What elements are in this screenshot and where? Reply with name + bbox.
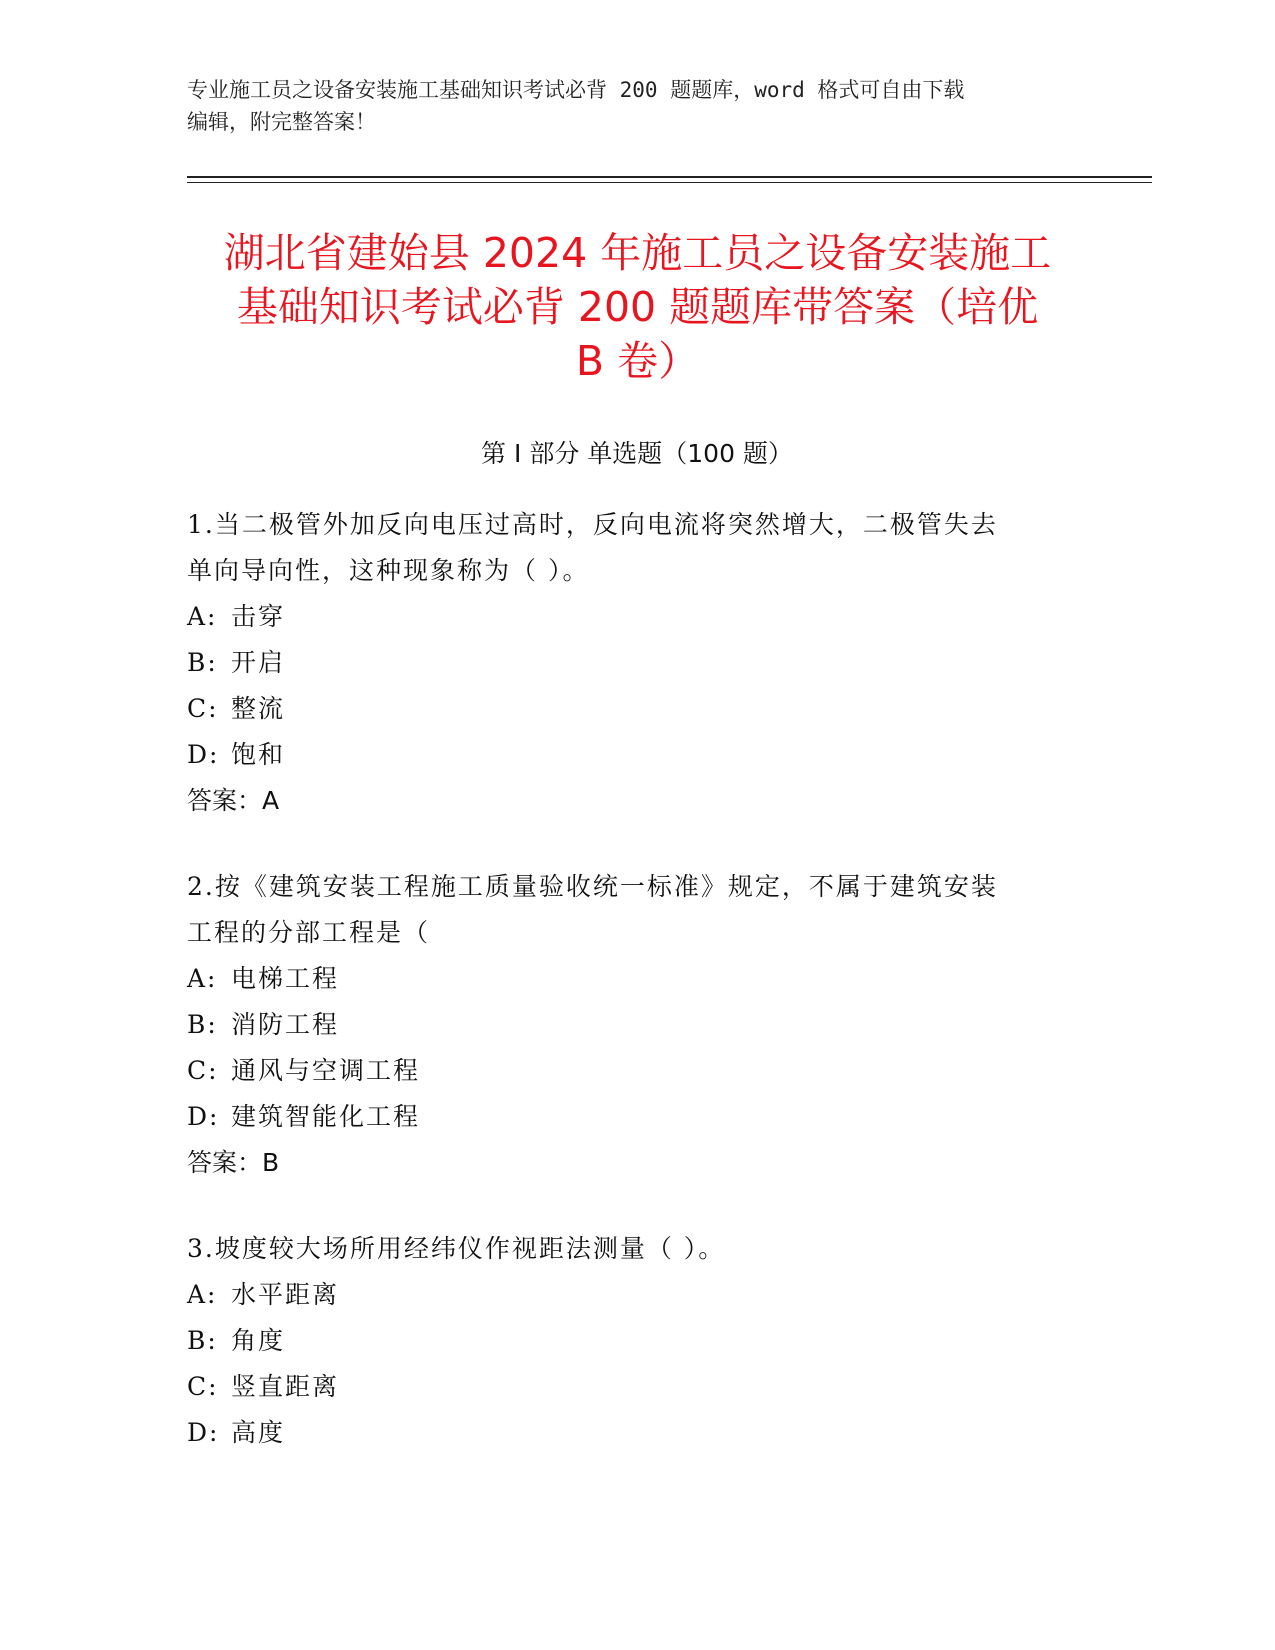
header-note-line-1: 专业施工员之设备安装施工基础知识考试必背 200 题题库，word 格式可自由下载: [187, 78, 965, 102]
option-letter: B:: [187, 1010, 218, 1039]
question-stem-line: 单向导向性，这种现象称为（ ）。: [187, 556, 590, 585]
option-a: [187, 594, 1087, 640]
option-letter: A:: [187, 602, 218, 631]
option-letter: A:: [187, 964, 218, 993]
option-b: [187, 1318, 1087, 1364]
option-text: 竖直距离: [231, 1372, 340, 1401]
header-note: [187, 74, 1087, 138]
option-d: [187, 732, 1087, 778]
question-stem: [187, 502, 1087, 594]
document-title: [160, 226, 1115, 388]
question-3: [187, 1226, 1087, 1456]
option-d: [187, 1094, 1087, 1140]
question-2: [187, 864, 1087, 1186]
option-d: [187, 1410, 1087, 1456]
option-letter: B:: [187, 1326, 218, 1355]
option-b: [187, 640, 1087, 686]
question-stem-line: 工程的分部工程是（: [187, 918, 431, 947]
option-text: 通风与空调工程: [231, 1056, 421, 1085]
option-text: 高度: [231, 1418, 286, 1447]
question-stem: [187, 864, 1087, 956]
option-text: 角度: [231, 1326, 286, 1355]
option-letter: D:: [187, 1418, 220, 1447]
option-text: 整流: [231, 694, 286, 723]
option-letter: C:: [187, 1056, 219, 1085]
option-letter: D:: [187, 1102, 220, 1131]
option-text: 水平距离: [231, 1280, 340, 1309]
option-text: 开启: [231, 648, 286, 677]
title-line-2: 基础知识考试必背 200 题题库带答案（培优: [236, 283, 1039, 331]
title-line-1: 湖北省建始县 2024 年施工员之设备安装施工: [223, 229, 1052, 277]
option-c: [187, 686, 1087, 732]
option-letter: C:: [187, 694, 219, 723]
header-rule-thick: [187, 176, 1152, 178]
answer: 答案：B: [187, 1148, 280, 1177]
option-b: [187, 1002, 1087, 1048]
question-1: [187, 502, 1087, 824]
option-text: 建筑智能化工程: [231, 1102, 421, 1131]
option-a: [187, 1272, 1087, 1318]
header-note-line-2: 编辑，附完整答案！: [187, 110, 376, 134]
option-a: [187, 956, 1087, 1002]
option-c: [187, 1364, 1087, 1410]
option-c: [187, 1048, 1087, 1094]
question-stem-line: 1.当二极管外加反向电压过高时，反向电流将突然增大，二极管失去: [187, 510, 998, 539]
title-line-3: B 卷）: [575, 337, 700, 385]
option-text: 消防工程: [231, 1010, 340, 1039]
section-title: 第 I 部分 单选题（100 题）: [481, 439, 793, 468]
option-text: 电梯工程: [231, 964, 340, 993]
answer: 答案：A: [187, 786, 280, 815]
option-letter: D:: [187, 740, 220, 769]
option-letter: B:: [187, 648, 218, 677]
question-stem-line: 3.坡度较大场所用经纬仪作视距法测量（ ）。: [187, 1234, 726, 1263]
option-letter: A:: [187, 1280, 218, 1309]
header-rule-thin: [187, 182, 1152, 183]
question-stem-line: 2.按《建筑安装工程施工质量验收统一标准》规定，不属于建筑安装: [187, 872, 998, 901]
question-stem: [187, 1226, 1087, 1272]
option-text: 击穿: [231, 602, 286, 631]
option-letter: C:: [187, 1372, 219, 1401]
option-text: 饱和: [231, 740, 286, 769]
